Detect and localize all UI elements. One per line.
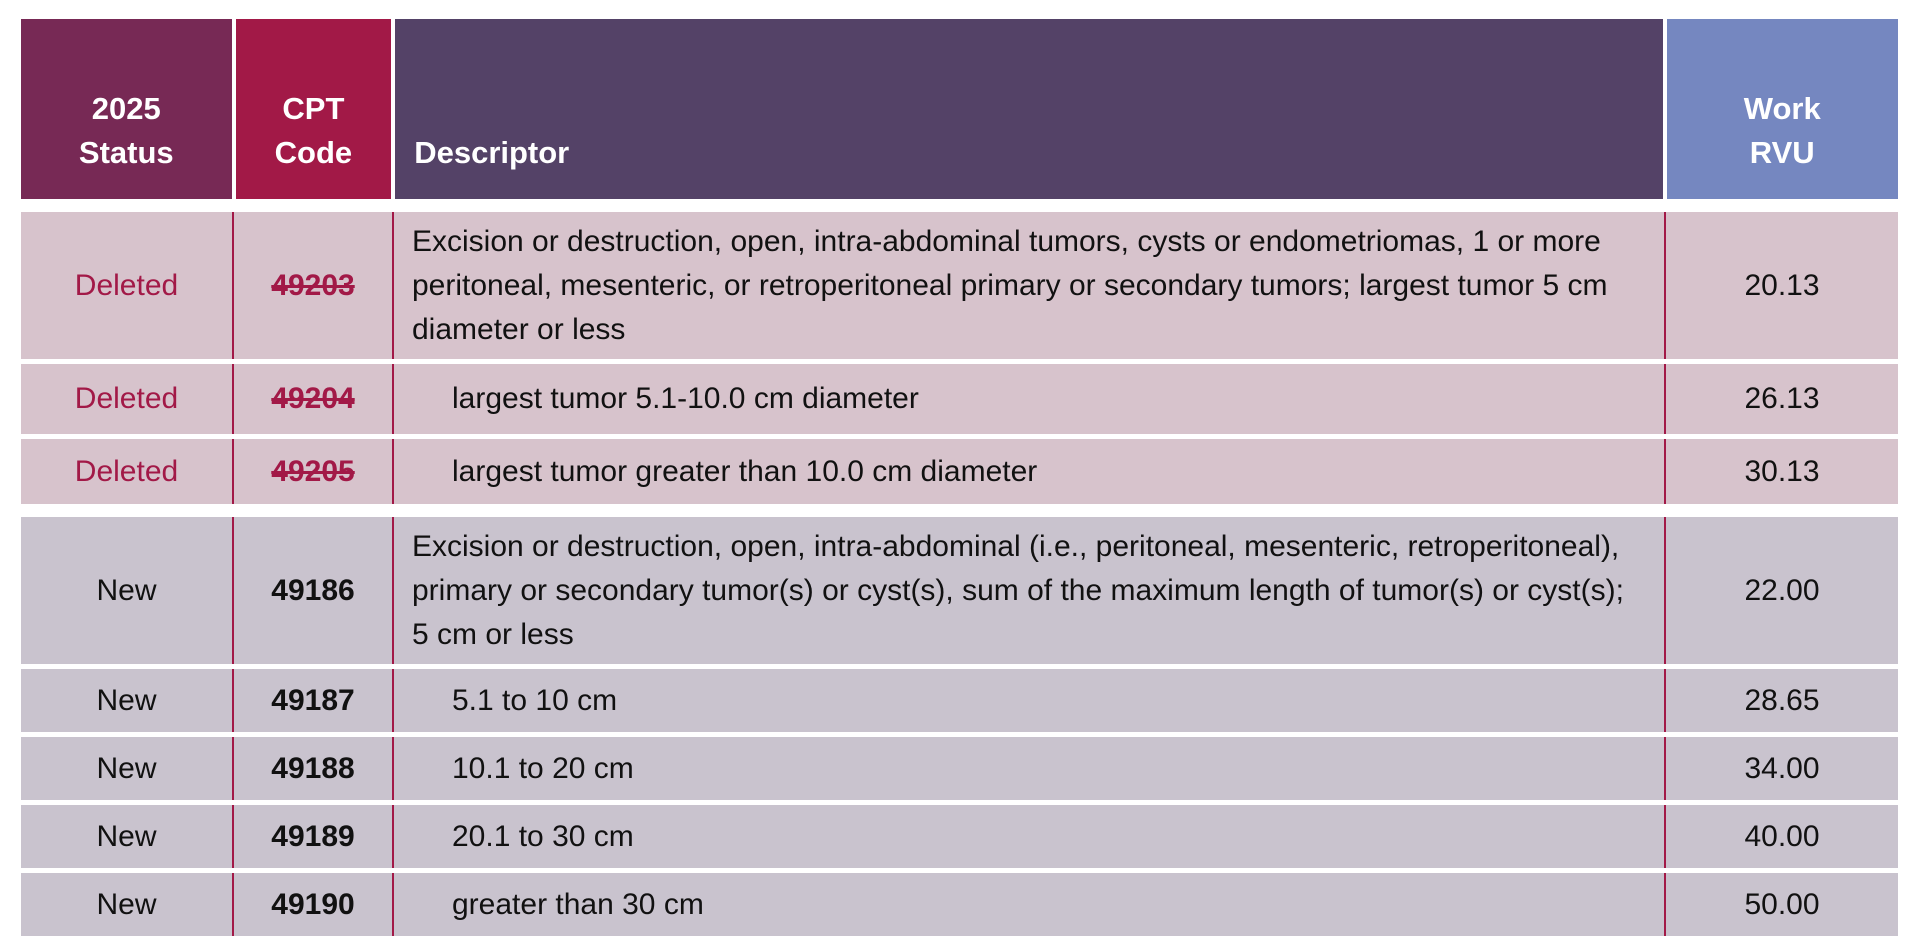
cpt-code: 49203 — [271, 268, 355, 302]
table-row — [21, 212, 1898, 359]
cpt-code-cell — [234, 873, 394, 936]
cpt-code-cell — [234, 517, 394, 664]
descriptor-cell: 10.1 to 20 cm — [394, 737, 1666, 800]
rvu-cell: 28.65 — [1744, 683, 1820, 717]
cpt-code: 49204 — [271, 382, 355, 415]
header-rvu-line1: Work — [1743, 91, 1821, 126]
rvu-cell: 34.00 — [1744, 751, 1820, 785]
cpt-code: 49189 — [271, 819, 355, 853]
header-cpt-line2: Code — [274, 135, 353, 170]
rvu-cell: 40.00 — [1744, 819, 1820, 853]
descriptor-cell: largest tumor greater than 10.0 cm diameter — [394, 439, 1666, 504]
rvu-cell: 22.00 — [1744, 573, 1820, 607]
status-cell: New — [21, 669, 234, 732]
descriptor-cell: 20.1 to 30 cm — [394, 805, 1666, 868]
rvu-cell: 50.00 — [1744, 887, 1820, 921]
descriptor-cell: Excision or destruction, open, intra-abdominal tumors, cysts or endometriomas, 1 or more peritoneal, mesenteric, or retroperitoneal primary or secondary tumors; largest tumor 5 cm diameter or less — [394, 212, 1666, 359]
table-row — [21, 873, 1898, 936]
status-cell: Deleted — [21, 212, 234, 359]
new-codes-group — [21, 517, 1898, 936]
cpt-code-cell — [234, 439, 394, 504]
table-header — [21, 19, 1898, 199]
descriptor-cell: largest tumor 5.1-10.0 cm diameter — [394, 364, 1666, 434]
header-rvu-line2: RVU — [1749, 135, 1815, 170]
table-row — [21, 805, 1898, 868]
cpt-code: 49205 — [271, 454, 355, 488]
cpt-code-cell — [234, 212, 394, 359]
header-cpt-line1: CPT — [282, 91, 345, 126]
header-status-line2: Status — [78, 135, 174, 170]
descriptor-cell: greater than 30 cm — [394, 873, 1666, 936]
cpt-code: 49187 — [271, 683, 355, 717]
status-cell: New — [21, 737, 234, 800]
table-row — [21, 439, 1898, 504]
header-work-rvu — [1667, 19, 1899, 199]
header-descriptor-label: Descriptor — [414, 135, 570, 170]
status-cell: Deleted — [21, 439, 234, 504]
status-cell: New — [21, 873, 234, 936]
cpt-code: 49186 — [271, 573, 355, 607]
cpt-code: 49188 — [271, 751, 355, 785]
cpt-code-table — [21, 19, 1898, 949]
header-status — [21, 19, 232, 199]
status-cell: New — [21, 517, 234, 664]
deleted-codes-group — [21, 212, 1898, 504]
status-cell: Deleted — [21, 364, 234, 434]
cpt-code-cell — [234, 364, 394, 434]
header-status-line1: 2025 — [91, 91, 161, 126]
rvu-cell: 20.13 — [1744, 268, 1820, 302]
header-cpt-code — [236, 19, 392, 199]
rvu-cell: 30.13 — [1744, 454, 1820, 488]
descriptor-cell: 5.1 to 10 cm — [394, 669, 1666, 732]
table-row — [21, 517, 1898, 664]
cpt-code: 49190 — [271, 887, 355, 921]
table-row — [21, 364, 1898, 434]
cpt-code-cell — [234, 805, 394, 868]
rvu-cell: 26.13 — [1744, 382, 1820, 415]
table-row — [21, 737, 1898, 800]
status-cell: New — [21, 805, 234, 868]
header-descriptor — [395, 19, 1662, 199]
descriptor-cell: Excision or destruction, open, intra-abdominal (i.e., peritoneal, mesenteric, retroperitoneal), primary or secondary tumor(s) or cyst(s), sum of the maximum length of tumor(s) or cyst(s); 5 cm or less — [394, 517, 1666, 664]
cpt-code-cell — [234, 737, 394, 800]
table-row — [21, 669, 1898, 732]
cpt-code-cell — [234, 669, 394, 732]
